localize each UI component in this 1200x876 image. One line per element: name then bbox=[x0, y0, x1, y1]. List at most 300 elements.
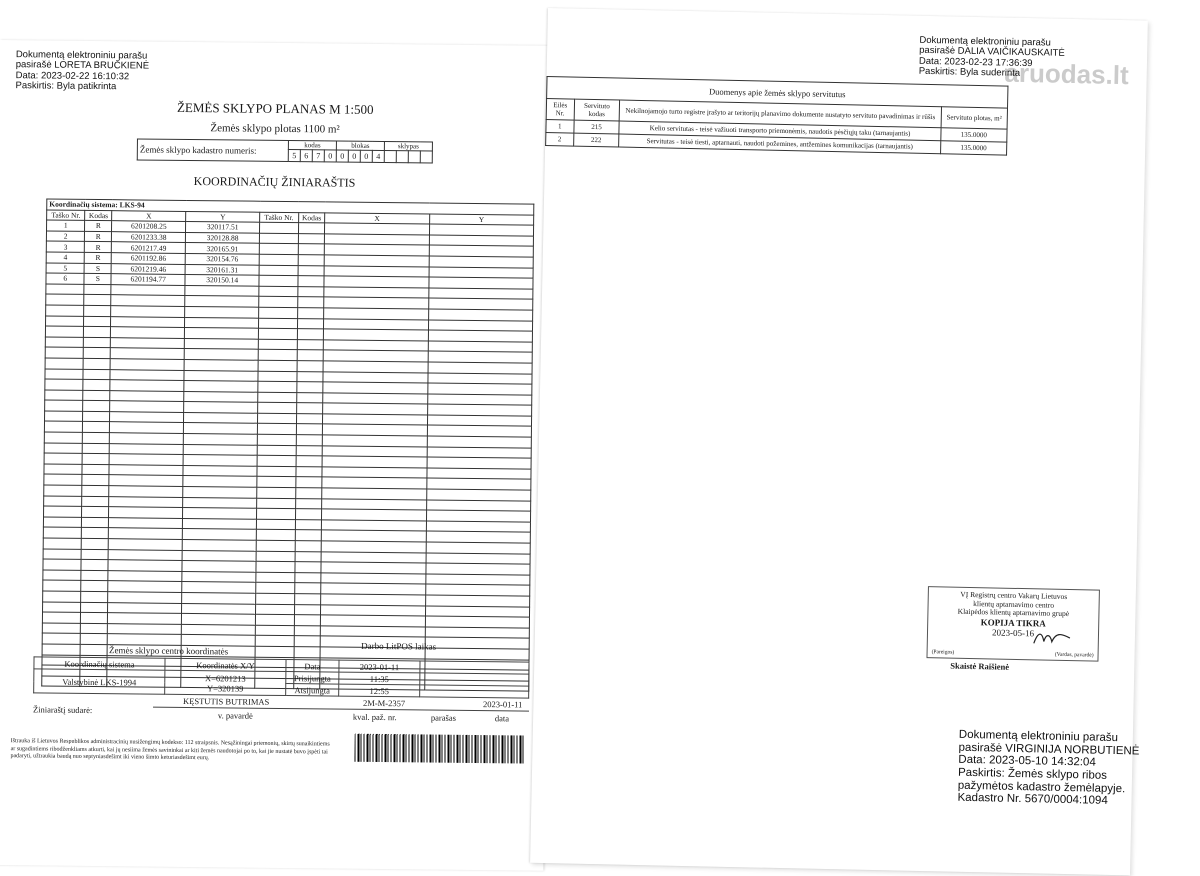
coords-cell bbox=[297, 350, 324, 361]
coords-cell bbox=[259, 254, 298, 265]
coords-cell: 320117.51 bbox=[186, 222, 260, 233]
coords-system: Koordinačių sistema: LKS-94 bbox=[47, 199, 534, 215]
coords-cell bbox=[46, 305, 85, 316]
servitude-cell: 135.0000 bbox=[940, 128, 1007, 142]
coords-cell: 6201194.77 bbox=[111, 274, 185, 285]
coords-cell bbox=[296, 392, 323, 403]
signature-stamp-left bbox=[15, 50, 149, 93]
watermark-logo: aruodas.lt bbox=[1004, 57, 1130, 91]
coords-cell bbox=[258, 381, 297, 392]
stamp-line: Klaipėdos klientų aptarnavimo grupė bbox=[957, 606, 1070, 619]
cadastre-digit: 6 bbox=[300, 150, 312, 162]
coords-cell bbox=[44, 443, 83, 454]
coords-cell bbox=[258, 371, 297, 382]
coords-cell: 4 bbox=[46, 252, 85, 263]
coords-cell bbox=[81, 591, 108, 602]
coords-cell bbox=[294, 604, 321, 615]
coords-cell bbox=[82, 507, 109, 518]
servitude-cell: 222 bbox=[573, 133, 619, 147]
coords-cell bbox=[184, 349, 258, 360]
coords-cell bbox=[45, 368, 84, 379]
coords-cell bbox=[108, 570, 182, 581]
signature-line: Data: 2023-02-22 16:10:32 bbox=[15, 70, 130, 83]
center-header-system: Koordinačių sistema bbox=[34, 657, 165, 670]
coords-cell bbox=[184, 423, 258, 434]
coords-cell bbox=[42, 633, 81, 644]
coords-cell bbox=[108, 581, 182, 592]
coords-cell bbox=[258, 339, 297, 350]
coords-cell bbox=[111, 337, 185, 348]
coords-cell bbox=[43, 517, 82, 528]
coords-cell bbox=[42, 623, 81, 634]
coords-cell bbox=[110, 422, 184, 433]
coords-cell bbox=[182, 539, 256, 550]
coords-cell bbox=[43, 602, 82, 613]
coords-cell bbox=[83, 369, 110, 380]
coords-header: Kodas bbox=[298, 212, 325, 223]
coords-cell bbox=[256, 540, 295, 551]
coords-cell: 6201208.25 bbox=[112, 221, 186, 232]
coords-cell bbox=[110, 401, 184, 412]
coords-cell bbox=[183, 465, 257, 476]
servitude-header: Nekilnojamojo turto registre įrašyto ar teritorijų planavimo dokumente nustatyto servituto pavadinimas ir rūšis bbox=[620, 100, 942, 128]
center-title: Žemės sklypo centro koordinatės bbox=[108, 645, 229, 657]
coords-cell bbox=[295, 519, 322, 530]
stamp-line: VĮ Registrų centro Vakarų Lietuvos bbox=[960, 589, 1068, 602]
coords-cell bbox=[259, 297, 298, 308]
coords-cell bbox=[110, 369, 184, 380]
coords-cell bbox=[109, 475, 183, 486]
coords-cell bbox=[257, 487, 296, 498]
compiled-by-row bbox=[32, 695, 529, 724]
stamp-line: klientų aptarnavimo centro bbox=[973, 598, 1055, 610]
coords-cell bbox=[109, 443, 183, 454]
coords-cell bbox=[81, 560, 108, 571]
coords-cell bbox=[258, 328, 297, 339]
coords-cell bbox=[256, 561, 295, 572]
coords-cell bbox=[108, 560, 182, 571]
coords-cell bbox=[295, 466, 322, 477]
coords-cell bbox=[44, 485, 83, 496]
coords-cell bbox=[44, 496, 83, 507]
coords-cell bbox=[182, 561, 256, 572]
coords-cell bbox=[183, 455, 257, 466]
coords-header: Y bbox=[186, 211, 260, 222]
coords-cell bbox=[184, 391, 258, 402]
signature-line: pasirašė VIRGINIJA NORBUTIENĖ bbox=[958, 741, 1140, 758]
coords-cell bbox=[82, 464, 109, 475]
coords-cell bbox=[294, 615, 321, 626]
coords-cell bbox=[298, 255, 325, 266]
coords-cell bbox=[255, 625, 294, 636]
coords-cell: 6201192.86 bbox=[111, 253, 185, 264]
coords-cell bbox=[260, 222, 299, 233]
servitude-cell: Servitutas - teisė tiesti, aptarnauti, naudoti požemines, antžemines komunikacijas (tarnaujantis) bbox=[619, 134, 940, 154]
coords-cell bbox=[257, 455, 296, 466]
coords-cell: 2 bbox=[46, 231, 85, 242]
coords-cell bbox=[258, 403, 297, 414]
coords-cell bbox=[45, 337, 84, 348]
signature-stamp-right bbox=[919, 36, 1065, 81]
servitude-cell: 215 bbox=[573, 120, 619, 134]
coords-cell bbox=[82, 517, 109, 528]
litpos-value-login: 11:35 bbox=[339, 672, 420, 685]
coords-cell bbox=[258, 360, 297, 371]
coords-cell bbox=[46, 284, 85, 295]
coords-cell bbox=[111, 327, 185, 338]
coords-cell bbox=[43, 538, 82, 549]
cadastre-header-blokas: blokas bbox=[336, 141, 384, 151]
signature-line: Paskirtis: Byla suderinta bbox=[918, 66, 1021, 80]
coords-cell bbox=[110, 380, 184, 391]
coords-cell bbox=[82, 538, 109, 549]
cadastre-digit: 5 bbox=[288, 150, 300, 162]
servitude-cell: Kelio servitutas - teisė važiuoti transporto priemonėmis, naudotis pėsčiųjų taku (tarnaujantis) bbox=[619, 121, 940, 141]
coords-cell bbox=[83, 443, 110, 454]
coords-cell bbox=[110, 412, 184, 423]
servitude-header: Servituto plotas, m² bbox=[941, 107, 1008, 129]
center-x: X=6201213 bbox=[204, 672, 246, 684]
coords-cell bbox=[84, 284, 111, 295]
coords-cell bbox=[183, 486, 257, 497]
coords-cell bbox=[45, 326, 84, 337]
coords-cell: R bbox=[85, 231, 112, 242]
coords-cell bbox=[83, 401, 110, 412]
coords-cell bbox=[255, 614, 294, 625]
coords-cell bbox=[185, 338, 259, 349]
coords-cell bbox=[256, 519, 295, 530]
litpos-label-login: Prisijungta bbox=[286, 672, 339, 685]
coords-cell bbox=[294, 594, 321, 605]
coords-cell: 3 bbox=[46, 241, 85, 252]
coords-cell bbox=[42, 612, 81, 623]
coords-cell bbox=[257, 498, 296, 509]
servitude-table bbox=[545, 98, 1008, 156]
cadastre-digit bbox=[408, 151, 420, 163]
coords-cell bbox=[109, 496, 183, 507]
coords-cell bbox=[44, 453, 83, 464]
cadastre-digit bbox=[384, 151, 396, 163]
coords-cell bbox=[295, 530, 322, 541]
coords-cell bbox=[182, 582, 256, 593]
coords-cell: 5 bbox=[46, 263, 85, 274]
signature-line: pažymėtos kadastro žemėlapyje. bbox=[957, 779, 1126, 795]
coords-cell bbox=[297, 339, 324, 350]
coords-cell bbox=[44, 421, 83, 432]
coordinates-table bbox=[41, 198, 534, 694]
cadastre-digit: 0 bbox=[348, 151, 360, 163]
coords-cell bbox=[183, 529, 257, 540]
coords-cell bbox=[43, 527, 82, 538]
coords-cell: 320165.91 bbox=[186, 243, 260, 254]
servitude-cell: 1 bbox=[546, 120, 574, 134]
coords-cell bbox=[111, 306, 185, 317]
coords-cell bbox=[84, 316, 111, 327]
servitude-header: Servituto kodas bbox=[574, 99, 620, 121]
coords-cell bbox=[108, 592, 182, 603]
signature-line: Dokumentą elektroniniu parašu bbox=[15, 49, 148, 62]
coords-cell bbox=[257, 508, 296, 519]
coords-cell: R bbox=[85, 242, 112, 253]
coords-cell bbox=[111, 295, 185, 306]
coords-cell bbox=[182, 550, 256, 561]
coords-cell: 320161.31 bbox=[185, 264, 259, 275]
center-header-coords: Koordinatės X/Y bbox=[165, 658, 286, 671]
coords-header: Taško Nr. bbox=[47, 210, 86, 221]
coords-cell bbox=[110, 348, 184, 359]
signature-line: Dokumentą elektroniniu parašu bbox=[958, 728, 1119, 745]
coords-cell bbox=[185, 296, 259, 307]
signature-line: Kadastro Nr. 5670/0004:1094 bbox=[957, 791, 1108, 808]
cadastre-digit: 7 bbox=[312, 150, 324, 162]
coords-cell: 6201233.38 bbox=[112, 231, 186, 242]
coords-cell bbox=[184, 381, 258, 392]
coords-cell bbox=[297, 329, 324, 340]
coords-cell bbox=[185, 317, 259, 328]
left-document-page bbox=[0, 40, 552, 871]
coords-cell bbox=[182, 571, 256, 582]
coords-cell bbox=[84, 348, 111, 359]
coords-cell bbox=[43, 559, 82, 570]
coords-cell bbox=[297, 276, 324, 287]
coords-cell bbox=[296, 371, 323, 382]
coords-cell bbox=[257, 424, 296, 435]
coords-cell bbox=[297, 361, 324, 372]
signature-line: Dokumentą elektroniniu parašu bbox=[919, 34, 1051, 49]
coords-cell bbox=[297, 297, 324, 308]
caption-signature: parašas bbox=[430, 712, 456, 723]
coords-cell bbox=[295, 551, 322, 562]
plan-title: ŽEMĖS SKLYPO PLANAS M 1:500 bbox=[176, 99, 374, 117]
coords-cell bbox=[82, 485, 109, 496]
cadastre-number-box bbox=[137, 138, 433, 163]
barcode bbox=[354, 734, 524, 764]
coords-cell bbox=[294, 636, 321, 647]
cadastre-digit bbox=[396, 151, 408, 163]
signature-line: Paskirtis: Byla patikrinta bbox=[15, 80, 117, 93]
coords-cell bbox=[185, 306, 259, 317]
coords-cell: 320154.76 bbox=[185, 253, 259, 264]
coords-cell bbox=[258, 413, 297, 424]
coords-cell bbox=[296, 382, 323, 393]
coords-cell bbox=[294, 562, 321, 573]
signature-stamp-bottom bbox=[957, 729, 1139, 809]
coords-header: Taško Nr. bbox=[260, 212, 299, 223]
coords-cell: 320150.14 bbox=[185, 275, 259, 286]
coords-cell bbox=[43, 591, 82, 602]
coords-cell bbox=[109, 486, 183, 497]
coords-cell: 1 bbox=[47, 220, 86, 231]
coords-cell bbox=[259, 307, 298, 318]
coords-cell bbox=[294, 572, 321, 583]
caption-id: kval. paž. nr. bbox=[352, 711, 397, 723]
coords-cell bbox=[45, 379, 84, 390]
coords-cell bbox=[184, 434, 258, 445]
coords-cell bbox=[44, 506, 83, 517]
coords-cell bbox=[109, 454, 183, 465]
coords-cell bbox=[81, 623, 108, 634]
handwritten-signature bbox=[1032, 629, 1072, 653]
coords-cell bbox=[182, 592, 256, 603]
copy-stamp bbox=[926, 586, 1099, 662]
coords-cell bbox=[294, 625, 321, 636]
coords-cell bbox=[108, 613, 182, 624]
coords-cell bbox=[84, 305, 111, 316]
signature-line: Data: 2023-05-10 14:32:04 bbox=[958, 754, 1096, 769]
coords-cell: 6201217.49 bbox=[112, 242, 186, 253]
coords-cell bbox=[183, 508, 257, 519]
signature-line: Data: 2023-02-23 17:36:39 bbox=[918, 55, 1033, 70]
coords-cell bbox=[43, 549, 82, 560]
coords-cell bbox=[182, 603, 256, 614]
coords-cell bbox=[183, 518, 257, 529]
litpos-label-logout: Atsijungta bbox=[286, 684, 339, 697]
coords-cell bbox=[83, 432, 110, 443]
coords-cell bbox=[294, 583, 321, 594]
center-y: Y=320139 bbox=[206, 682, 244, 694]
coords-cell bbox=[81, 602, 108, 613]
cadastre-digit bbox=[420, 151, 432, 163]
coords-cell bbox=[295, 498, 322, 509]
coords-cell: 6201219.46 bbox=[111, 263, 185, 274]
coords-cell bbox=[294, 647, 321, 658]
coords-cell bbox=[259, 244, 298, 255]
coords-header: X bbox=[112, 210, 186, 221]
coords-cell bbox=[44, 432, 83, 443]
coords-cell bbox=[109, 465, 183, 476]
coords-cell bbox=[46, 316, 85, 327]
coords-cell bbox=[255, 636, 294, 647]
coords-cell bbox=[257, 477, 296, 488]
coords-cell bbox=[45, 411, 84, 422]
coords-cell bbox=[84, 327, 111, 338]
coords-cell bbox=[296, 424, 323, 435]
coords-cell bbox=[83, 379, 110, 390]
coords-cell bbox=[45, 390, 84, 401]
coords-cell bbox=[108, 539, 182, 550]
coords-cell: 6 bbox=[46, 273, 85, 284]
coords-cell bbox=[46, 294, 85, 305]
coords-cell bbox=[257, 466, 296, 477]
cadastre-header-kodas: kodas bbox=[288, 141, 336, 151]
servitude-cell: 135.0000 bbox=[940, 141, 1007, 155]
coords-cell bbox=[82, 475, 109, 486]
coords-cell bbox=[184, 359, 258, 370]
coords-cell bbox=[295, 509, 322, 520]
coords-cell bbox=[183, 497, 257, 508]
coords-cell bbox=[83, 411, 110, 422]
compiled-label: Žiniaraštį sudarė: bbox=[32, 704, 93, 716]
center-system: Valstybinė LKS-1994 bbox=[34, 669, 165, 694]
center-coordinates bbox=[165, 670, 286, 695]
coords-cell bbox=[108, 623, 182, 634]
caption-name: v. pavardė bbox=[217, 710, 253, 721]
coords-cell bbox=[182, 614, 256, 625]
cadastre-digit: 4 bbox=[372, 151, 384, 163]
legal-footnote: Ištrauka iš Lietuvos Respublikos administracinių nusižengimų kodekso: 112 straipsnis. Nesąžiningai priemonių, skirtų sunaikintiems ar sugadintiems ribodženkliams atkurti, kai jų nesiima žemės savininkai ar kiti žemės naudotojai po to, kai jie nustatė buvo įspėti tai padaryti, užtraukia baudą nuo septyniasdešimt iki vieno šimto keturiasdešimt eurų. bbox=[10, 738, 330, 762]
litpos-title: Darbo LitPOS laikas bbox=[361, 640, 437, 652]
coords-cell bbox=[259, 233, 298, 244]
stamp-caption-position: (Pareigos) bbox=[931, 648, 955, 656]
coords-cell bbox=[81, 634, 108, 645]
coords-cell bbox=[181, 635, 255, 646]
coords-cell bbox=[296, 403, 323, 414]
coords-cell bbox=[258, 350, 297, 361]
coords-cell bbox=[109, 517, 183, 528]
coords-cell bbox=[298, 233, 325, 244]
coords-cell bbox=[83, 422, 110, 433]
right-document-page bbox=[530, 8, 1148, 875]
coords-cell bbox=[84, 358, 111, 369]
coords-cell bbox=[259, 275, 298, 286]
coords-cell bbox=[296, 413, 323, 424]
coords-cell bbox=[185, 285, 259, 296]
coords-cell bbox=[108, 549, 182, 560]
coords-cell bbox=[184, 412, 258, 423]
coords-cell bbox=[295, 541, 322, 552]
coords-cell bbox=[258, 392, 297, 403]
coords-cell bbox=[110, 390, 184, 401]
caption-date: data bbox=[494, 713, 510, 724]
coords-cell bbox=[297, 286, 324, 297]
compiled-name: KĘSTUTIS BUTRIMAS bbox=[183, 695, 270, 707]
coords-cell bbox=[43, 580, 82, 591]
coords-cell bbox=[296, 435, 323, 446]
litpos-value-date: 2023-01-11 bbox=[339, 660, 420, 673]
plot-area: Žemės sklypo plotas 1100 m² bbox=[210, 122, 340, 136]
coords-cell bbox=[44, 474, 83, 485]
coords-cell bbox=[257, 445, 296, 456]
stamp-date: 2023-05-16 bbox=[991, 627, 1035, 639]
coords-cell bbox=[183, 444, 257, 455]
coords-cell bbox=[257, 434, 296, 445]
coords-cell bbox=[259, 265, 298, 276]
coords-cell bbox=[184, 370, 258, 381]
coords-cell bbox=[256, 604, 295, 615]
signature-line: pasirašė DALIA VAIČIKAUSKAITĖ bbox=[919, 45, 1065, 60]
coords-cell bbox=[182, 624, 256, 635]
signature-line: pasirašė LORETA BRUČKIENĖ bbox=[15, 59, 150, 73]
compiled-date: 2023-01-11 bbox=[483, 699, 523, 710]
coords-cell bbox=[84, 295, 111, 306]
coords-cell bbox=[256, 572, 295, 583]
litpos-label-date: Data bbox=[286, 660, 339, 673]
coords-cell bbox=[45, 347, 84, 358]
coords-cell bbox=[256, 583, 295, 594]
coords-header: X bbox=[325, 213, 429, 225]
coords-cell: 320128.88 bbox=[186, 232, 260, 243]
stamp-name: Skaistė Raišienė bbox=[950, 660, 1010, 672]
coords-cell bbox=[111, 284, 185, 295]
cadastre-header-sklypas: sklypas bbox=[384, 142, 432, 152]
coords-cell: S bbox=[84, 274, 111, 285]
compiled-id: 2M-M-2357 bbox=[363, 697, 406, 709]
coords-cell bbox=[298, 265, 325, 276]
stamp-caption-name: (Vardas, pavardė) bbox=[1054, 651, 1094, 659]
coords-cell bbox=[44, 464, 83, 475]
center-coordinates-table bbox=[33, 656, 529, 698]
coords-cell bbox=[256, 593, 295, 604]
coords-cell: R bbox=[85, 252, 112, 263]
coords-cell bbox=[297, 308, 324, 319]
coords-cell bbox=[107, 634, 181, 645]
coords-header: Y bbox=[429, 214, 533, 226]
coords-cell bbox=[81, 581, 108, 592]
coords-cell bbox=[295, 477, 322, 488]
coords-cell bbox=[82, 549, 109, 560]
litpos-value-logout: 12:55 bbox=[339, 684, 420, 697]
coords-cell bbox=[81, 613, 108, 624]
